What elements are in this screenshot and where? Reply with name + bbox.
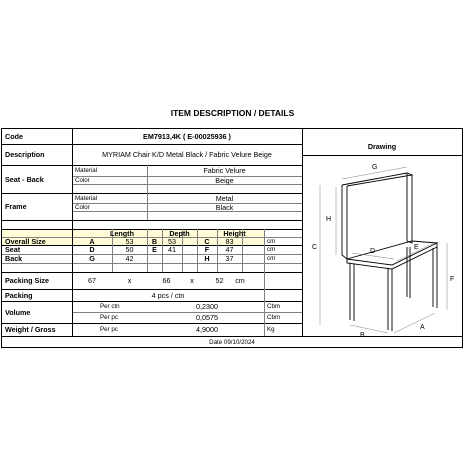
description-value: MYRIAM Chair K/D Metal Black / Fabric Velure Beige [102, 150, 272, 159]
letter-h: H [326, 216, 332, 223]
frame-material: Metal [215, 193, 234, 203]
letter-e: E [414, 244, 419, 251]
dim-unit-overall: cm [267, 237, 276, 245]
dim-unit-seat: cm [267, 246, 276, 253]
packing-x2: x [190, 276, 194, 285]
dim-key-a: A [89, 236, 95, 246]
letter-c: C [312, 244, 318, 251]
weight-unit: Kg [267, 326, 275, 333]
dim-value-a: 53 [125, 236, 134, 246]
packing-width: 66 [162, 276, 171, 285]
dim-key-d: D [89, 245, 95, 254]
code-label: Code [5, 132, 23, 141]
length-header: Length [110, 228, 134, 238]
dim-unit-back: cm [267, 255, 276, 262]
volume-per-ctn-label: Per ctn [100, 303, 120, 310]
packing-label: Packing [5, 290, 33, 300]
dim-key-f: F [204, 245, 210, 254]
seat-back-material-label: Material [75, 167, 98, 174]
seat-back-color-label: Color [75, 176, 90, 184]
seat-label: Seat [5, 245, 21, 254]
frame-label: Frame [5, 202, 27, 211]
back-label: Back [5, 254, 23, 263]
drawing-label: Drawing [367, 141, 397, 151]
letter-b: B [360, 332, 365, 339]
dim-key-b: B [151, 236, 158, 246]
chair-seat [347, 241, 437, 265]
packing-height: 52 [215, 276, 224, 285]
date-text: Date 09/10/2024 [209, 338, 255, 346]
dim-key-h: H [204, 254, 210, 263]
frame-color-label: Color [75, 203, 90, 211]
weight-per-pc-label: Per pc [100, 326, 118, 333]
frame-material-label: Material [75, 194, 98, 202]
overall-size-label: Overall Size [5, 236, 46, 246]
packing-length: 67 [88, 276, 96, 285]
weight-value: 4,9000 [196, 325, 218, 334]
seat-back-color: Beige [215, 175, 234, 185]
dim-value-d: 50 [125, 245, 134, 254]
packing-value: 4 pcs / ctn [151, 290, 185, 300]
letter-a: A [420, 324, 425, 331]
chair-back [342, 185, 347, 259]
description-label: Description [5, 150, 45, 159]
volume-label: Volume [5, 307, 31, 317]
chair-drawing [302, 155, 460, 339]
dim-value-e: 41 [168, 245, 176, 254]
frame-color: Black [215, 202, 234, 212]
volume-per-pc-unit: Cbm [267, 314, 281, 321]
letter-f: F [450, 276, 455, 283]
volume-per-ctn: 0,2300 [196, 302, 218, 311]
seat-back-label: Seat - Back [5, 174, 44, 184]
letter-d: D [370, 248, 376, 255]
dim-key-g: G [89, 254, 95, 263]
dim-key-c: C [204, 236, 210, 246]
volume-per-ctn-unit: Cbm [267, 303, 281, 310]
volume-per-pc-label: Per pc [100, 314, 118, 321]
dim-value-h: 37 [225, 254, 234, 263]
packing-x1: x [127, 276, 132, 285]
packing-unit: cm [235, 276, 245, 285]
seat-back-material: Fabric Velure [203, 166, 246, 175]
dim-value-g: 42 [125, 254, 134, 263]
code-value: EM7913,4K ( E-00025936 ) [143, 132, 231, 141]
dim-value-f: 47 [225, 245, 234, 254]
depth-header: Depth [169, 228, 190, 238]
dim-key-e: E [152, 245, 157, 254]
dim-value-c: 83 [225, 236, 234, 246]
volume-per-pc: 0,0575 [196, 313, 218, 322]
weight-label: Weight / Gross [5, 325, 56, 334]
page-title: ITEM DESCRIPTION / DETAILS [170, 108, 295, 118]
packing-size-label: Packing Size [5, 276, 49, 285]
letter-g: G [372, 164, 378, 171]
height-header: Height [223, 228, 246, 238]
dim-value-b: 53 [168, 236, 176, 246]
